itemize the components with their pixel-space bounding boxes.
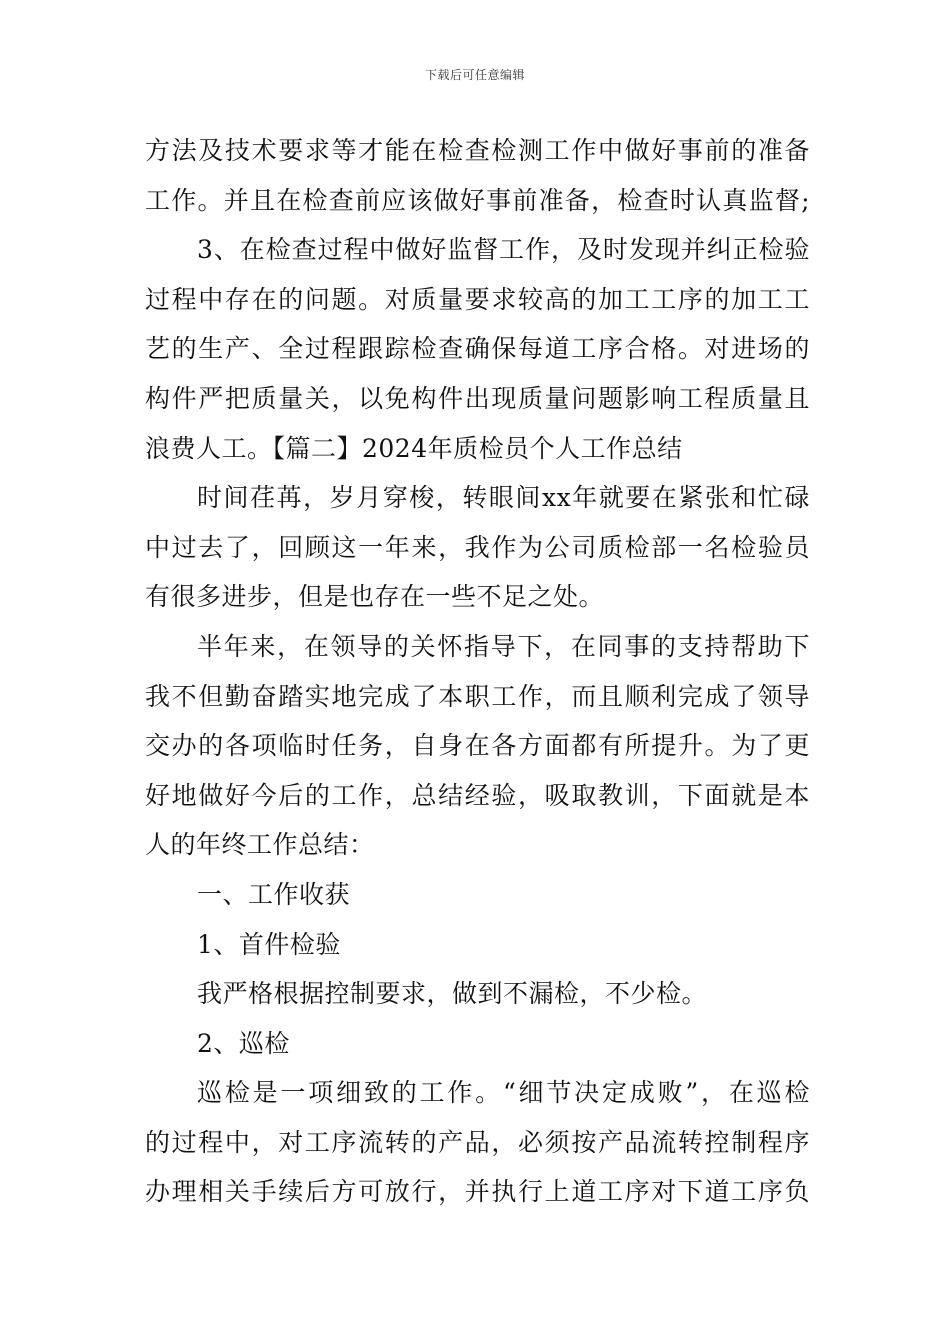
text-line: 工作。并且在检查前应该做好事前准备，检查时认真监督; [145, 185, 810, 215]
text-line: 好地做好今后的工作，总结经验，吸取教训，下面就是本 [145, 780, 810, 810]
text-line: 中过去了，回顾这一年来，我作为公司质检部一名检验员 [145, 532, 810, 562]
text-line: 3、在检查过程中做好监督工作，及时发现并纠正检验 [197, 235, 810, 265]
text-line: 有很多进步，但是也存在一些不足之处。 [145, 582, 605, 612]
text-line: 巡检是一项细致的工作。“细节决定成败”，在巡检 [197, 1078, 810, 1108]
text-line: 时间荏苒，岁月穿梭，转眼间xx年就要在紧张和忙碌 [197, 483, 810, 513]
text-line: 艺的生产、全过程跟踪检查确保每道工序合格。对进场的 [145, 334, 810, 364]
text-line: 一、工作收获 [197, 879, 351, 909]
document-body [145, 126, 810, 1217]
page-header: 下载后可任意编辑 [424, 68, 525, 82]
text-line: 构件严把质量关，以免构件出现质量问题影响工程质量且 [145, 383, 810, 413]
text-line: 过程中存在的问题。对质量要求较高的加工工序的加工工 [145, 284, 810, 314]
text-line: 方法及技术要求等才能在检查检测工作中做好事前的准备 [145, 136, 810, 165]
text-line: 的过程中，对工序流转的产品，必须按产品流转控制程序 [145, 1127, 810, 1157]
text-line: 交办的各项临时任务，自身在各方面都有所提升。为了更 [145, 731, 810, 761]
text-line: 1、首件检验 [197, 929, 341, 959]
text-line: 我不但勤奋踏实地完成了本职工作，而且顺利完成了领导 [145, 681, 810, 711]
text-line: 我严格根据控制要求，做到不漏检，不少检。 [197, 979, 708, 1009]
text-line: 浪费人工。【篇二】2024年质检员个人工作总结 [145, 433, 683, 463]
text-line: 半年来，在领导的关怀指导下，在同事的支持帮助下 [197, 631, 810, 661]
text-line: 人的年终工作总结： [145, 830, 375, 860]
text-line: 办理相关手续后方可放行，并执行上道工序对下道工序负 [145, 1177, 810, 1207]
text-line: 2、巡检 [197, 1028, 290, 1058]
